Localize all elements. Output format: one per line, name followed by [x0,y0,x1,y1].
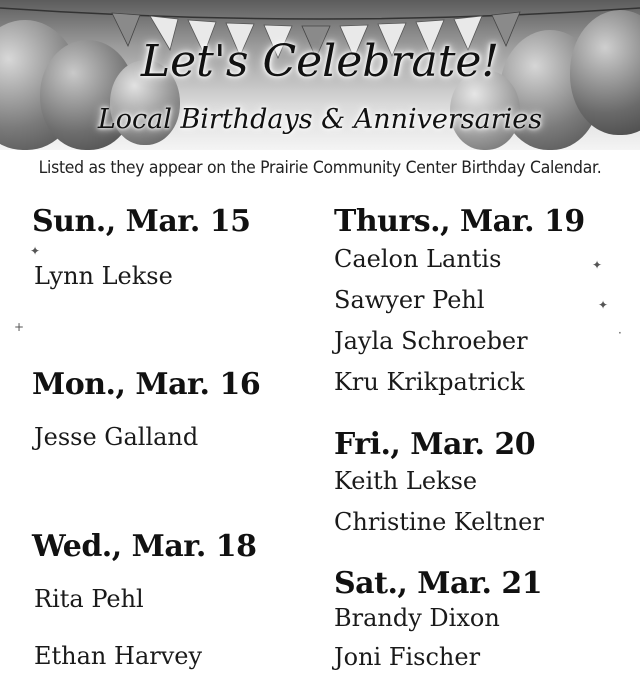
day-heading: Sat., Mar. 21 [334,566,543,601]
person-name: Jayla Schroeber [334,327,528,355]
page-title: Let's Celebrate! [140,36,500,87]
star-icon: ✦ [592,258,603,272]
day-heading: Fri., Mar. 20 [334,427,536,462]
person-name: Caelon Lantis [334,245,502,273]
day-heading: Thurs., Mar. 19 [334,204,585,239]
header-banner [0,0,640,150]
person-name: Joni Fischer [334,643,481,671]
day-heading: Mon., Mar. 16 [32,367,261,402]
star-icon: ✦ [598,298,609,312]
person-name: Kru Krikpatrick [334,368,525,396]
person-name: Jesse Galland [34,423,199,451]
star-icon: · [618,326,622,340]
person-name: Ethan Harvey [34,642,203,670]
person-name: Sawyer Pehl [334,286,485,314]
person-name: Brandy Dixon [334,604,500,632]
person-name: Rita Pehl [34,585,144,613]
star-icon: + [14,320,25,334]
intro-text: Listed as they appear on the Prairie Community Center Birthday Calendar. [38,158,602,178]
day-heading: Wed., Mar. 18 [32,529,257,564]
page-subtitle: Local Birthdays & Anniversaries [97,104,543,135]
person-name: Lynn Lekse [34,262,173,290]
star-icon: ✦ [30,244,41,258]
person-name: Christine Keltner [334,508,544,536]
day-heading: Sun., Mar. 15 [32,204,251,239]
person-name: Keith Lekse [334,467,478,495]
